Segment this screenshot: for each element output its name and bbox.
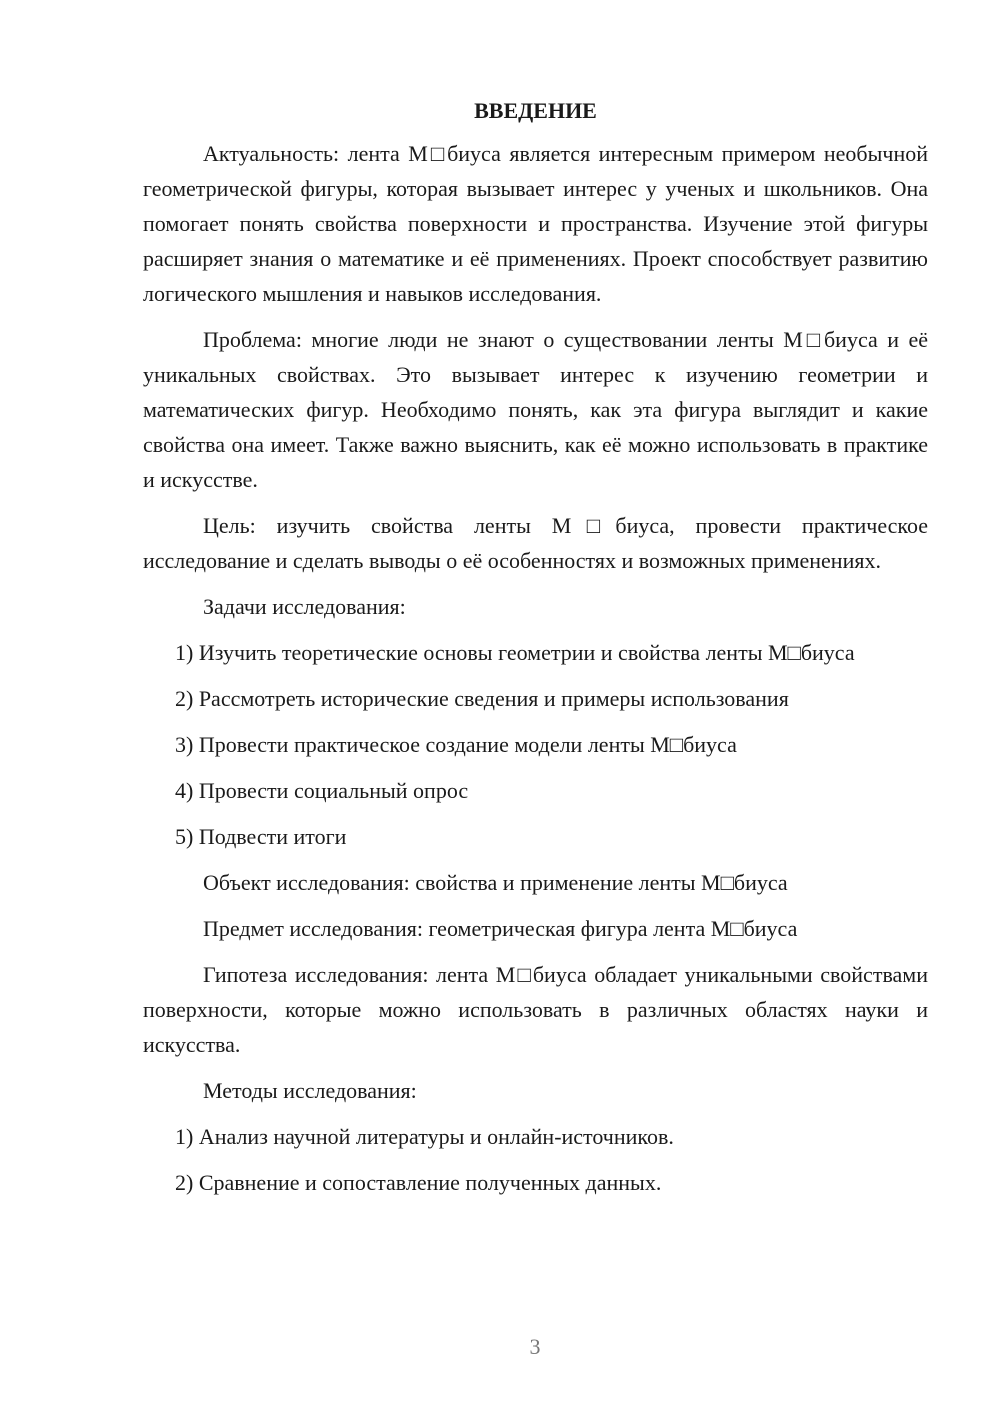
task-item: 4) Провести социальный опрос [175, 778, 469, 803]
problem-paragraph: Проблема: многие люди не знают о существовании ленты М□биуса и её уникальных свойствах. Это вызывает интерес к изучению геометрии и математических фигур. Необходимо понять, как эта фигура выглядит и какие свойства она имеет. Также важно выяснить, как её можно использовать в практике и искусстве. [143, 327, 928, 492]
task-item: 3) Провести практическое создание модели ленты М□биуса [175, 732, 737, 757]
page-content [143, 96, 928, 1211]
relevance-paragraph: Актуальность: лента М□биуса является интересным примером необычной геометрической фигуры, которая вызывает интерес у ученых и школьников. Она помогает понять свойства поверхности и пространства. Изучение этой фигуры расширяет знания о математике и её применениях. Проект способствует развитию логического мышления и навыков исследования. [143, 141, 928, 306]
task-item: 1) Изучить теоретические основы геометрии и свойства ленты М□биуса [175, 640, 855, 665]
methods-heading: Методы исследования: [203, 1078, 417, 1103]
method-item: 2) Сравнение и сопоставление полученных данных. [175, 1170, 662, 1195]
hypothesis-paragraph: Гипотеза исследования: лента М□биуса обладает уникальными свойствами поверхности, которые можно использовать в различных областях науки и искусства. [143, 962, 928, 1057]
goal-paragraph: Цель: изучить свойства ленты М□биуса, провести практическое исследование и сделать выводы о её особенностях и возможных применениях. [143, 513, 928, 573]
page-number: 3 [529, 1334, 541, 1359]
object-paragraph: Объект исследования: свойства и применение ленты М□биуса [203, 870, 788, 895]
section-title: ВВЕДЕНИЕ [474, 98, 597, 123]
task-item: 5) Подвести итоги [175, 824, 347, 849]
method-item: 1) Анализ научной литературы и онлайн-источников. [175, 1124, 674, 1149]
tasks-heading: Задачи исследования: [203, 594, 406, 619]
subject-paragraph: Предмет исследования: геометрическая фигура лента М□биуса [203, 916, 798, 941]
task-item: 2) Рассмотреть исторические сведения и примеры использования [175, 686, 789, 711]
